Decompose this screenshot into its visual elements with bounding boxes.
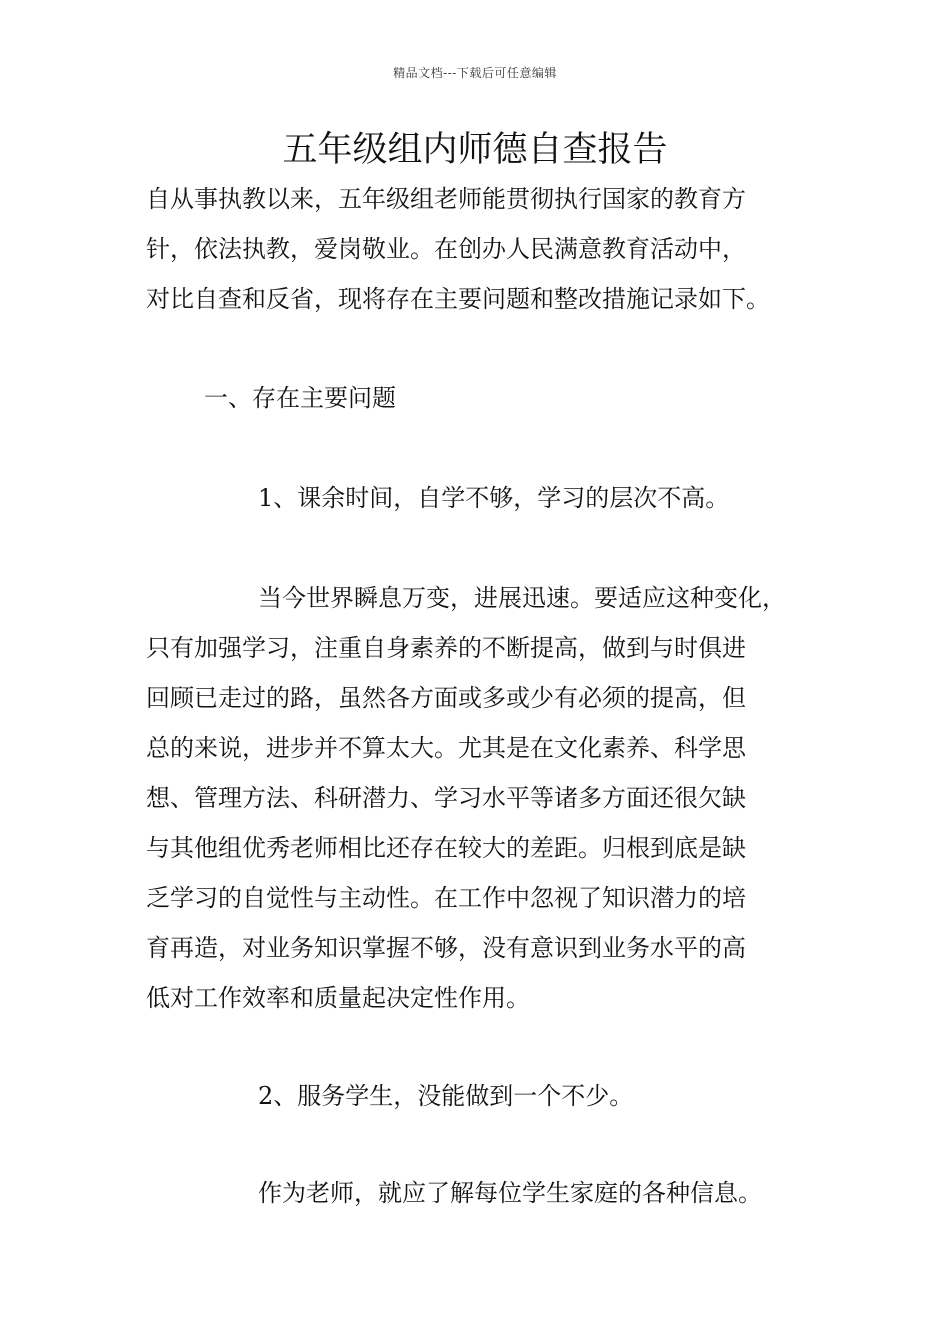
body-line: 只有加强学习，注重自身素养的不断提高，做到与时俱进 [146, 634, 746, 662]
body-line: 想、管理方法、科研潜力、学习水平等诸多方面还很欠缺 [146, 784, 746, 812]
intro-paragraph [146, 174, 836, 324]
body-line: 回顾已走过的路，虽然各方面或多或少有必须的提高，但 [146, 684, 746, 712]
body-line: 与其他组优秀老师相比还存在较大的差距。归根到底是缺 [146, 834, 746, 862]
body-line: 低对工作效率和质量起决定性作用。 [146, 984, 530, 1012]
body-line: 乏学习的自觉性与主动性。在工作中忽视了知识潜力的培 [146, 884, 746, 912]
item-body-paragraph [146, 573, 836, 1023]
body-line: 作为老师，就应了解每位学生家庭的各种信息。 [258, 1179, 762, 1207]
item-heading-text: 2、服务学生，没能做到一个不少。 [258, 1082, 634, 1110]
item-body-paragraph [146, 1168, 836, 1218]
item-heading [146, 1071, 836, 1121]
body-line: 总的来说，进步并不算太大。尤其是在文化素养、科学思 [146, 734, 746, 762]
document-title: 五年级组内师德自查报告 [282, 130, 668, 170]
section-heading-text: 一、存在主要问题 [204, 384, 396, 412]
body-line: 当今世界瞬息万变，进展迅速。要适应这种变化， [258, 584, 786, 612]
item-heading [146, 473, 836, 523]
intro-line: 针，依法执教，爱岗敬业。在创办人民满意教育活动中， [146, 235, 746, 263]
intro-line: 自从事执教以来，五年级组老师能贯彻执行国家的教育方 [146, 185, 746, 213]
section-heading [146, 373, 836, 423]
header-note: 精品文档---下载后可任意编辑 [393, 66, 557, 80]
body-line: 育再造，对业务知识掌握不够，没有意识到业务水平的高 [146, 934, 746, 962]
intro-line: 对比自查和反省，现将存在主要问题和整改措施记录如下。 [146, 285, 770, 313]
item-heading-text: 1、课余时间，自学不够，学习的层次不高。 [258, 484, 730, 512]
